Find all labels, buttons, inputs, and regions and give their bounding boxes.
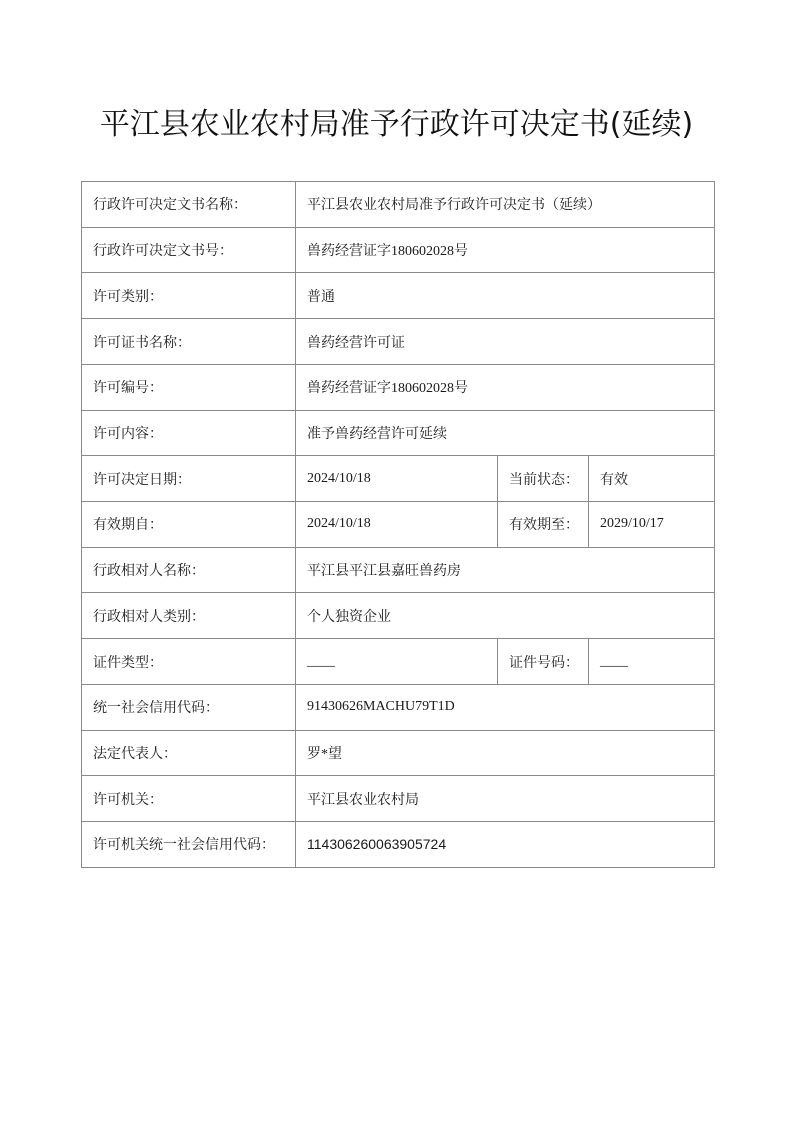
counterparty-name-label: 行政相对人名称： [82,547,296,593]
valid-from-label: 有效期自： [82,502,296,548]
permit-authority-value: 平江县农业农村局 [296,776,715,822]
permit-category-label: 许可类别： [82,273,296,319]
decision-document-number-label: 行政许可决定文书号： [82,227,296,273]
permit-info-table [81,181,715,868]
row-decision-date-status [82,456,715,502]
certificate-name-label: 许可证书名称： [82,319,296,365]
row-decision-document-name [82,182,715,228]
row-decision-document-number [82,227,715,273]
valid-from-value: 2024/10/18 [296,502,498,548]
row-credit-code [82,684,715,730]
decision-document-name-label: 行政许可决定文书名称： [82,182,296,228]
row-counterparty-name [82,547,715,593]
decision-date-value: 2024/10/18 [296,456,498,502]
row-permit-content [82,410,715,456]
decision-date-label: 许可决定日期： [82,456,296,502]
authority-credit-code-value: 114306260063905724 [296,822,715,868]
row-counterparty-category [82,593,715,639]
counterparty-category-label: 行政相对人类别： [82,593,296,639]
counterparty-name-value: 平江县平江县嘉旺兽药房 [296,547,715,593]
valid-until-value: 2029/10/17 [589,502,715,548]
id-type-value: ____ [296,639,498,685]
row-validity-period [82,502,715,548]
row-legal-representative [82,730,715,776]
row-id-document [82,639,715,685]
permit-content-value: 准予兽药经营许可延续 [296,410,715,456]
certificate-name-value: 兽药经营许可证 [296,319,715,365]
legal-representative-label: 法定代表人： [82,730,296,776]
credit-code-label: 统一社会信用代码： [82,684,296,730]
decision-document-number-value: 兽药经营证字180602028号 [296,227,715,273]
id-number-label: 证件号码： [498,639,589,685]
permit-number-value: 兽药经营证字180602028号 [296,364,715,410]
decision-document-name-value: 平江县农业农村局准予行政许可决定书（延续） [296,182,715,228]
credit-code-value: 91430626MACHU79T1D [296,684,715,730]
row-certificate-name [82,319,715,365]
permit-category-value: 普通 [296,273,715,319]
row-permit-category [82,273,715,319]
row-permit-number [82,364,715,410]
row-permit-authority [82,776,715,822]
permit-authority-label: 许可机关： [82,776,296,822]
legal-representative-value: 罗*望 [296,730,715,776]
counterparty-category-value: 个人独资企业 [296,593,715,639]
id-type-label: 证件类型： [82,639,296,685]
permit-content-label: 许可内容： [82,410,296,456]
row-authority-credit-code [82,822,715,868]
id-number-value: ____ [589,639,715,685]
document-title: 平江县农业农村局准予行政许可决定书(延续) [99,107,694,142]
authority-credit-code-label: 许可机关统一社会信用代码： [82,822,296,868]
current-status-label: 当前状态： [498,456,589,502]
valid-until-label: 有效期至： [498,502,589,548]
current-status-value: 有效 [589,456,715,502]
permit-number-label: 许可编号： [82,364,296,410]
